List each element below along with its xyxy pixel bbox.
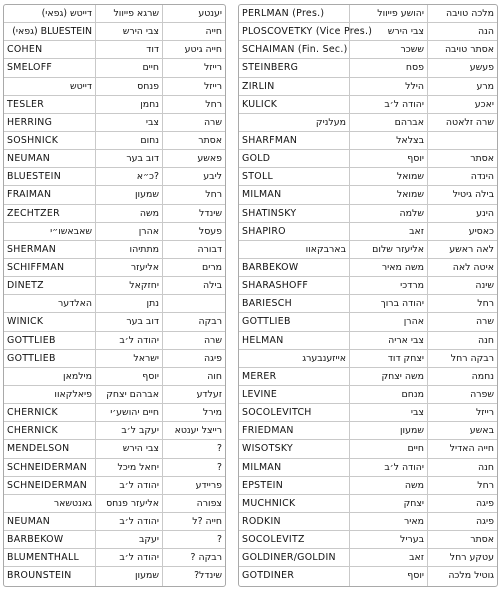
- wife-name-cell: רחל: [205, 98, 222, 110]
- table-row: [4, 23, 225, 41]
- table-row: [4, 422, 225, 440]
- surname-cell: BLUESTEIN: [4, 168, 96, 185]
- table-row: [4, 313, 225, 331]
- husband-name-cell: משה: [350, 477, 428, 494]
- surname-cell: MILMAN: [239, 459, 350, 476]
- surname-cell: BROUNSTEIN: [4, 567, 96, 585]
- table-row: [239, 477, 497, 495]
- wife-name-cell: בילה גיטיל: [452, 189, 494, 201]
- table-row: [239, 205, 497, 223]
- table-row: [4, 5, 225, 23]
- surname-cell: MUCHNICK: [239, 495, 350, 512]
- husband-name-cell: יוסף: [350, 150, 428, 167]
- husband-name-cell: יעקב: [96, 531, 163, 548]
- table-row: [239, 277, 497, 295]
- wife-name-cell: מירל: [202, 407, 222, 419]
- table-row: [4, 459, 225, 477]
- table-row: [4, 96, 225, 114]
- husband-name-cell: צבי: [350, 404, 428, 421]
- wife-name-cell: חייה: [205, 26, 222, 38]
- table-row: [4, 205, 225, 223]
- surname-cell: אייזענבערג: [239, 350, 350, 367]
- wife-name-cell: אסתר: [470, 153, 494, 165]
- surname-cell: מעלניק: [239, 114, 350, 131]
- right-names-table: [238, 4, 498, 587]
- surname-cell: GOTTLIEB: [4, 332, 96, 349]
- surname-cell: דייטש: [4, 78, 96, 95]
- table-row: [239, 404, 497, 422]
- surname-cell: PLOSCOVETKY (Vice Pres.): [239, 23, 350, 40]
- surname-cell: STOLL: [239, 168, 350, 185]
- husband-name-cell: אברהם יצחק: [96, 386, 163, 403]
- wife-name-cell: מרע: [476, 80, 494, 92]
- wife-name-cell: כאסיע: [468, 225, 494, 237]
- wife-name-cell: עטקע רחל: [449, 552, 494, 564]
- wife-name-cell: אסתר: [198, 134, 222, 146]
- surname-cell: CHERNICK: [4, 404, 96, 421]
- surname-cell: SHARFMAN: [239, 132, 350, 149]
- wife-name-cell: רבקה ?: [190, 552, 222, 564]
- husband-name-cell: אהרן: [350, 313, 428, 330]
- wife-name-cell: זעלדע: [196, 388, 222, 400]
- wife-name-cell: פעסל: [198, 225, 222, 237]
- table-row: [4, 368, 225, 386]
- wife-name-cell: נחמה: [471, 370, 494, 382]
- surname-cell: KULICK: [239, 96, 350, 113]
- wife-name-cell: פאשע: [197, 153, 222, 165]
- wife-name-cell: גוטיל מלכה: [448, 570, 494, 582]
- husband-name-cell: חיים יהושע׳י: [96, 404, 163, 421]
- surname-cell: האלדער: [4, 295, 96, 312]
- wife-name-cell: הנה: [477, 26, 494, 38]
- table-row: [4, 386, 225, 404]
- husband-name-cell: זאב: [350, 223, 428, 240]
- surname-cell: GOLD: [239, 150, 350, 167]
- table-row: [239, 513, 497, 531]
- husband-name-cell: מתתיהו: [96, 241, 163, 258]
- table-row: [239, 440, 497, 458]
- wife-name-cell: אסתר: [470, 534, 494, 546]
- wife-name-cell: חוה: [207, 370, 222, 382]
- wife-name-cell: לאה ראשע: [449, 243, 494, 255]
- table-row: [4, 259, 225, 277]
- table-row: [4, 549, 225, 567]
- wife-name-cell: רחל: [477, 479, 494, 491]
- left-names-table: [3, 4, 226, 587]
- table-row: [239, 549, 497, 567]
- husband-name-cell: נחום: [96, 132, 163, 149]
- wife-name-cell: הינע: [476, 207, 494, 219]
- wife-name-cell: פעשע: [469, 62, 494, 74]
- husband-name-cell: בצלאל: [350, 132, 428, 149]
- surname-cell: שאבאשו״י: [4, 223, 96, 240]
- surname-cell: ZIRLIN: [239, 78, 350, 95]
- surname-cell: RODKIN: [239, 513, 350, 530]
- husband-name-cell: יהודה ל׳ב: [350, 459, 428, 476]
- table-row: [4, 350, 225, 368]
- surname-cell: COHEN: [4, 41, 96, 58]
- husband-name-cell: יהושע פייוול: [350, 5, 428, 22]
- surname-cell: GOTTLIEB: [239, 313, 350, 330]
- surname-cell: BLUMENTHALL: [4, 549, 96, 566]
- table-row: [239, 531, 497, 549]
- husband-name-cell: שמעון: [96, 186, 163, 203]
- husband-name-cell: צבי אריה: [350, 332, 428, 349]
- husband-name-cell: משה מאיר: [350, 259, 428, 276]
- table-row: [239, 567, 497, 585]
- wife-name-cell: [428, 132, 497, 149]
- wife-name-cell: רבקה: [198, 316, 222, 328]
- table-row: [4, 295, 225, 313]
- wife-name-cell: מרים: [202, 261, 222, 273]
- table-row: [239, 78, 497, 96]
- wife-name-cell: מלכה טויבה: [445, 8, 494, 19]
- table-row: [4, 241, 225, 259]
- husband-name-cell: צבי הירש: [96, 23, 163, 40]
- table-row: [239, 459, 497, 477]
- surname-cell: CHERNICK: [4, 422, 96, 439]
- husband-name-cell: אליעזר שלום: [350, 241, 428, 258]
- table-row: [239, 241, 497, 259]
- surname-cell: SOCOLEVITZ: [239, 531, 350, 548]
- husband-name-cell: יעקב ל׳ב: [96, 422, 163, 439]
- wife-name-cell: פיגה: [476, 497, 494, 509]
- surname-cell: SHARASHOFF: [239, 277, 350, 294]
- husband-name-cell: מרדכי: [350, 277, 428, 294]
- wife-name-cell: רייזל: [475, 407, 494, 419]
- surname-cell: פיאלקאוו: [4, 386, 96, 403]
- table-row: [239, 5, 497, 23]
- table-row: [4, 332, 225, 350]
- surname-cell: SOCOLEVITCH: [239, 404, 350, 421]
- surname-cell: GOLDINER/GOLDIN: [239, 549, 350, 566]
- wife-name-cell: ?: [217, 461, 222, 473]
- husband-name-cell: יהודה ל׳ב: [350, 96, 428, 113]
- husband-name-cell: דוד: [96, 41, 163, 58]
- husband-name-cell: יוסף: [350, 567, 428, 585]
- table-row: [239, 295, 497, 313]
- table-row: [4, 59, 225, 77]
- table-row: [239, 422, 497, 440]
- wife-name-cell: יענטע: [198, 8, 222, 19]
- surname-cell: BARIESCH: [239, 295, 350, 312]
- husband-name-cell: יהודה ל׳ב: [96, 549, 163, 566]
- wife-name-cell: [163, 295, 225, 312]
- surname-cell: TESLER: [4, 96, 96, 113]
- wife-name-cell: שרה: [475, 316, 494, 328]
- table-row: [239, 386, 497, 404]
- table-row: [239, 168, 497, 186]
- surname-cell: BLUESTEIN (גפאי): [4, 23, 96, 40]
- wife-name-cell: פריידע: [195, 479, 222, 491]
- husband-name-cell: יהודה ברוך: [350, 295, 428, 312]
- husband-name-cell: שמעון: [96, 567, 163, 585]
- table-row: [4, 440, 225, 458]
- surname-cell: בארבקאוו: [239, 241, 350, 258]
- surname-cell: DINETZ: [4, 277, 96, 294]
- surname-cell: SHATINSKY: [239, 205, 350, 222]
- surname-cell: PERLMAN (Pres.): [239, 5, 350, 22]
- husband-name-cell: דוב בער: [96, 150, 163, 167]
- wife-name-cell: רבקה רחל: [450, 352, 494, 364]
- table-row: [4, 513, 225, 531]
- table-row: [239, 150, 497, 168]
- table-row: [239, 23, 497, 41]
- surname-cell: NEUMAN: [4, 150, 96, 167]
- wife-name-cell: צפורה: [196, 497, 222, 509]
- wife-name-cell: בילה: [203, 280, 222, 292]
- surname-cell: MENDELSON: [4, 440, 96, 457]
- table-row: [239, 59, 497, 77]
- surname-cell: LEVINE: [239, 386, 350, 403]
- table-row: [4, 186, 225, 204]
- table-row: [4, 495, 225, 513]
- wife-name-cell: שינה: [475, 280, 494, 292]
- table-row: [239, 96, 497, 114]
- surname-cell: דייטש (גפאי): [4, 5, 96, 22]
- wife-name-cell: שרה זלאטה: [445, 116, 494, 128]
- wife-name-cell: רייצל יענטא: [174, 425, 222, 437]
- wife-name-cell: איטה לאה: [452, 261, 494, 273]
- husband-name-cell: יצחק: [350, 495, 428, 512]
- husband-name-cell: יחזקאל: [96, 277, 163, 294]
- table-row: [4, 168, 225, 186]
- wife-name-cell: חייה ?ל: [192, 515, 222, 527]
- surname-cell: SMELOFF: [4, 59, 96, 76]
- table-row: [239, 313, 497, 331]
- husband-name-cell: פנחס: [96, 78, 163, 95]
- surname-cell: WISOTSKY: [239, 440, 350, 457]
- surname-cell: HERRING: [4, 114, 96, 131]
- husband-name-cell: יהודה ל׳ב: [96, 477, 163, 494]
- wife-name-cell: אסתר טויבה: [444, 44, 494, 56]
- surname-cell: FRAIMAN: [4, 186, 96, 203]
- husband-name-cell: חיים: [350, 440, 428, 457]
- table-row: [239, 186, 497, 204]
- table-row: [239, 223, 497, 241]
- surname-cell: STEINBERG: [239, 59, 350, 76]
- surname-cell: MERER: [239, 368, 350, 385]
- table-row: [4, 567, 225, 585]
- table-row: [239, 41, 497, 59]
- table-row: [239, 114, 497, 132]
- husband-name-cell: אליעזר פנחס: [96, 495, 163, 512]
- surname-cell: SCHNEIDERMAN: [4, 477, 96, 494]
- surname-cell: SOSHNICK: [4, 132, 96, 149]
- surname-cell: מילמאן: [4, 368, 96, 385]
- wife-name-cell: באשע: [469, 425, 494, 437]
- husband-name-cell: חיים: [96, 59, 163, 76]
- table-row: [239, 332, 497, 350]
- wife-name-cell: שפרה: [470, 388, 494, 400]
- husband-name-cell: מאיר: [350, 513, 428, 530]
- surname-cell: WINICK: [4, 313, 96, 330]
- wife-name-cell: חייה האדיל: [449, 443, 494, 455]
- surname-cell: MILMAN: [239, 186, 350, 203]
- husband-name-cell: הילל: [350, 78, 428, 95]
- wife-name-cell: ליבע: [203, 171, 222, 183]
- wife-name-cell: רייזל: [203, 80, 222, 92]
- surname-cell: HELMAN: [239, 332, 350, 349]
- wife-name-cell: ?: [217, 534, 222, 546]
- table-row: [4, 277, 225, 295]
- surname-cell: SCHIFFMAN: [4, 259, 96, 276]
- table-row: [239, 350, 497, 368]
- husband-name-cell: אליעזר: [96, 259, 163, 276]
- wife-name-cell: שינדל?: [194, 570, 222, 582]
- table-row: [4, 150, 225, 168]
- surname-cell: BARBEKOW: [239, 259, 350, 276]
- husband-name-cell: נתן: [96, 295, 163, 312]
- surname-cell: גאנטשאר: [4, 495, 96, 512]
- wife-name-cell: שרה: [203, 116, 222, 128]
- table-row: [4, 78, 225, 96]
- husband-name-cell: יחאל מיכל: [96, 459, 163, 476]
- table-row: [4, 132, 225, 150]
- surname-cell: EPSTEIN: [239, 477, 350, 494]
- husband-name-cell: שלמה: [350, 205, 428, 222]
- surname-cell: SHERMAN: [4, 241, 96, 258]
- wife-name-cell: רחל: [477, 298, 494, 310]
- wife-name-cell: חנה: [477, 334, 494, 346]
- table-row: [239, 495, 497, 513]
- surname-cell: SCHNEIDERMAN: [4, 459, 96, 476]
- husband-name-cell: פסח: [350, 59, 428, 76]
- wife-name-cell: פיגה: [476, 515, 494, 527]
- husband-name-cell: אברהם: [350, 114, 428, 131]
- table-row: [4, 477, 225, 495]
- husband-name-cell: ששכר: [350, 41, 428, 58]
- husband-name-cell: משה: [96, 205, 163, 222]
- husband-name-cell: שמואל: [350, 168, 428, 185]
- husband-name-cell: יהודה ל׳ב: [96, 332, 163, 349]
- husband-name-cell: יצחק דוד: [350, 350, 428, 367]
- surname-cell: SHAPIRO: [239, 223, 350, 240]
- wife-name-cell: יאכע: [474, 98, 494, 110]
- table-row: [4, 114, 225, 132]
- husband-name-cell: צבי: [96, 114, 163, 131]
- husband-name-cell: שמעון: [350, 422, 428, 439]
- husband-name-cell: דוב בער: [96, 313, 163, 330]
- wife-name-cell: חנה: [477, 461, 494, 473]
- surname-cell: GOTTLIEB: [4, 350, 96, 367]
- table-row: [4, 531, 225, 549]
- husband-name-cell: ישראל: [96, 350, 163, 367]
- wife-name-cell: שרה: [203, 334, 222, 346]
- husband-name-cell: צבי הירש: [96, 440, 163, 457]
- surname-cell: SCHAIMAN (Fin. Sec.): [239, 41, 350, 58]
- husband-name-cell: ?כ״א: [96, 168, 163, 185]
- surname-cell: BARBEKOW: [4, 531, 96, 548]
- table-row: [4, 404, 225, 422]
- husband-name-cell: משה יצחק: [350, 368, 428, 385]
- wife-name-cell: חייה גיטע: [184, 44, 222, 56]
- husband-name-cell: מנחם: [350, 386, 428, 403]
- table-row: [239, 368, 497, 386]
- wife-name-cell: ?: [217, 443, 222, 455]
- wife-name-cell: דבורה: [197, 243, 222, 255]
- husband-name-cell: יהודה ל׳ב: [96, 513, 163, 530]
- surname-cell: FRIEDMAN: [239, 422, 350, 439]
- wife-name-cell: פיגה: [204, 352, 222, 364]
- husband-name-cell: נחמן: [96, 96, 163, 113]
- wife-name-cell: רייזל: [203, 62, 222, 74]
- surname-cell: NEUMAN: [4, 513, 96, 530]
- husband-name-cell: שרגא פייוול: [96, 5, 163, 22]
- husband-name-cell: אהרן: [96, 223, 163, 240]
- table-row: [4, 223, 225, 241]
- husband-name-cell: זאב: [350, 549, 428, 566]
- wife-name-cell: הינדה: [470, 171, 494, 183]
- husband-name-cell: צבי הירש: [350, 23, 428, 40]
- surname-cell: GOTDINER: [239, 567, 350, 585]
- table-row: [4, 41, 225, 59]
- wife-name-cell: רחל: [205, 189, 222, 201]
- table-row: [239, 132, 497, 150]
- wife-name-cell: שינדל: [199, 207, 222, 219]
- husband-name-cell: בעריל: [350, 531, 428, 548]
- table-row: [239, 259, 497, 277]
- husband-name-cell: יוסף: [96, 368, 163, 385]
- surname-cell: ZECHTZER: [4, 205, 96, 222]
- husband-name-cell: שמואל: [350, 186, 428, 203]
